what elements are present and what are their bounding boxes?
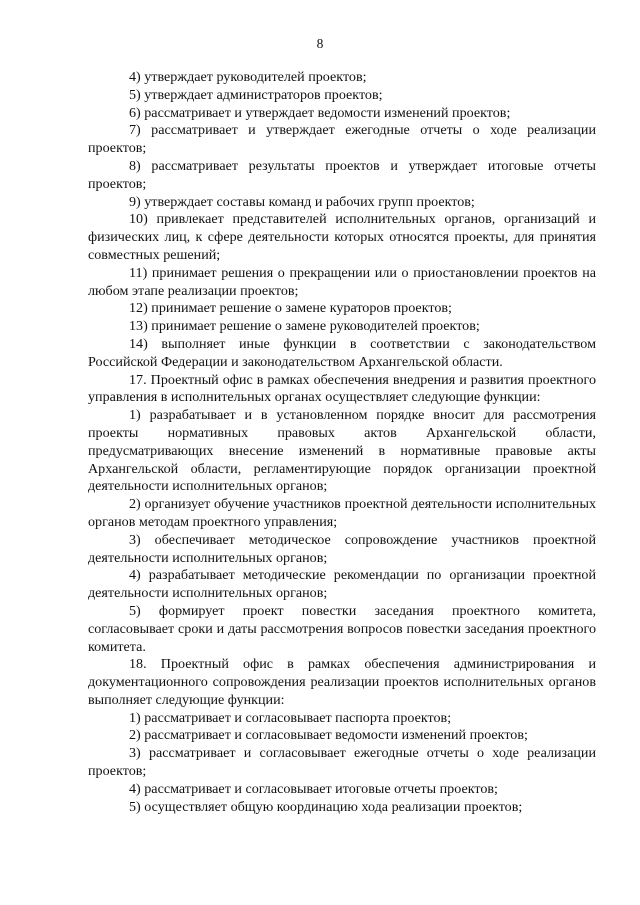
paragraph: 4) разрабатывает методические рекомендации по организации проектной деятельности исполнительных органов;: [88, 567, 596, 602]
paragraph: 9) утверждает составы команд и рабочих групп проектов;: [129, 193, 475, 210]
paragraph: 12) принимает решение о замене кураторов проектов;: [129, 300, 452, 317]
paragraph: 5) формирует проект повестки заседания проектного комитета, согласовывает сроки и даты рассмотрения вопросов повестки заседания проектного комитета.: [88, 602, 596, 655]
paragraph: 1) рассматривает и согласовывает паспорта проектов;: [129, 709, 452, 726]
page-number: 8: [316, 36, 324, 51]
section-paragraph: 18. Проектный офис в рамках обеспечения администрирования и документационного сопровождения реализации проектов исполнительных органов выполняет следующие функции:: [88, 656, 596, 708]
paragraph: 2) организует обучение участников проектной деятельности исполнительных органов методам проектного управления;: [88, 496, 596, 530]
paragraph: 1) разрабатывает и в установленном порядке вносит для рассмотрения проекты нормативных правовых актов Архангельской области, предусматривающих внесение изменений в нормативные правовые акты Архангельской области, регламентирующие порядок организации проектной деятельности исполнительных органов;: [88, 407, 596, 495]
paragraph: 14) выполняет иные функции в соответствии с законодательством Российской Федерации и законодательством Архангельской области.: [88, 335, 596, 370]
paragraph: 11) принимает решения о прекращении или о приостановлении проектов на любом этапе реализации проектов;: [88, 264, 596, 299]
paragraph: 10) привлекает представителей исполнительных органов, организаций и физических лиц, к сфере деятельности которых относятся проекты, для принятия совместных решений;: [88, 211, 596, 263]
paragraph: 6) рассматривает и утверждает ведомости изменений проектов;: [129, 104, 511, 121]
paragraph: 3) рассматривает и согласовывает ежегодные отчеты о ходе реализации проектов;: [88, 745, 596, 780]
paragraph: 4) утверждает руководителей проектов;: [129, 69, 367, 85]
section-paragraph: 17. Проектный офис в рамках обеспечения внедрения и развития проектного управления в исполнительных органах осуществляет следующие функции:: [88, 371, 596, 406]
document-body: [88, 69, 596, 816]
paragraph: 4) рассматривает и согласовывает итоговые отчеты проектов;: [129, 780, 498, 797]
paragraph: 7) рассматривает и утверждает ежегодные отчеты о ходе реализации проектов;: [88, 122, 596, 157]
paragraph: 5) осуществляет общую координацию хода реализации проектов;: [129, 798, 523, 815]
paragraph: 2) рассматривает и согласовывает ведомости изменений проектов;: [129, 727, 528, 744]
paragraph: 3) обеспечивает методическое сопровождение участников проектной деятельности исполнительных органов;: [88, 531, 596, 566]
paragraph: 13) принимает решение о замене руководителей проектов;: [129, 318, 480, 335]
paragraph: 8) рассматривает результаты проектов и утверждает итоговые отчеты проектов;: [88, 157, 596, 192]
paragraph: 5) утверждает администраторов проектов;: [129, 86, 383, 103]
